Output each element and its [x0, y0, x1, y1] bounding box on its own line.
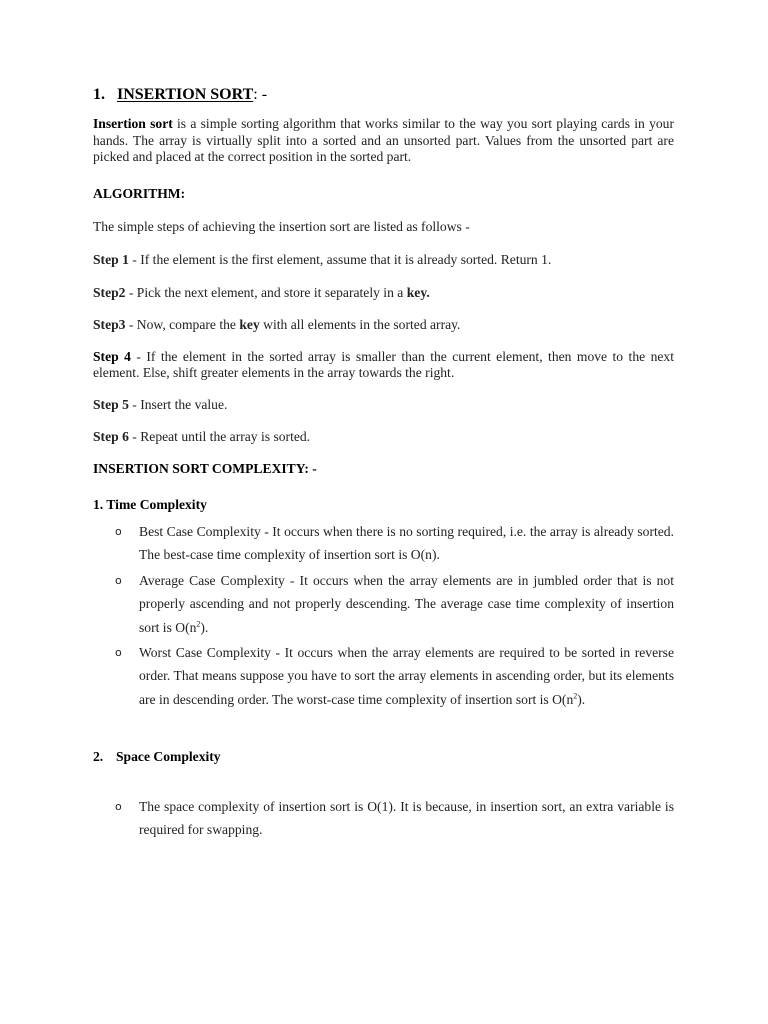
section-number: 1.: [93, 86, 105, 103]
section-title-suffix: : -: [253, 86, 268, 103]
time-complexity-heading: 1. Time Complexity: [93, 497, 207, 512]
step-text-tail: with all elements in the sorted array.: [259, 317, 461, 332]
step-label: Step 4: [93, 349, 131, 364]
worst-case-tail: ).: [577, 691, 586, 707]
step-4: [93, 349, 674, 380]
step-text: - Now, compare the: [125, 317, 240, 332]
average-case-text: [139, 569, 674, 639]
space-number: 2.: [93, 749, 104, 764]
space-complexity-text: The space complexity of insertion sort is O(1). It is because, in insertion sort, an extra variable is required for swapping.: [139, 799, 674, 838]
step-label: Step 1: [93, 252, 129, 267]
worst-case-text: [139, 641, 674, 711]
bullet-marker: o: [115, 574, 122, 587]
step-keyword: key: [239, 317, 260, 332]
exponent: 2: [573, 691, 578, 701]
step-text: - If the element is the first element, assume that it is already sorted. Return 1.: [128, 252, 552, 267]
bullet-marker: o: [115, 525, 122, 538]
step-label: Step 6: [93, 429, 129, 444]
complexity-heading: INSERTION SORT COMPLEXITY: -: [93, 461, 317, 476]
algorithm-heading: ALGORITHM:: [93, 186, 186, 201]
step-label: Step2: [93, 285, 126, 300]
algorithm-lead: The simple steps of achieving the insertion sort are listed as follows -: [93, 219, 470, 234]
space-heading-text: Space Complexity: [116, 749, 221, 764]
best-case-text: Best Case Complexity - It occurs when there is no sorting required, i.e. the array is already sorted. The best-case time complexity of insertion sort is O(n).: [139, 524, 674, 563]
step-3: [93, 316, 674, 333]
step-text: - If the element in the sorted array is smaller than the current element, then move to the next element. Else, shift greater elements in the array towards the right.: [93, 349, 674, 380]
step-5: [93, 396, 674, 413]
bullet-marker: o: [115, 800, 122, 813]
bullet-marker: o: [115, 646, 122, 659]
average-case-body: Average Case Complexity - It occurs when the array elements are in jumbled order that is not properly ascending and not properly descending. The average case time complexity of insertion sort is O(n: [139, 573, 674, 635]
step-text: - Insert the value.: [128, 397, 228, 412]
step-1: [93, 251, 674, 268]
section-title: [93, 86, 267, 104]
step-6: [93, 428, 674, 445]
step-label: Step 5: [93, 397, 129, 412]
intro-term: Insertion sort: [93, 116, 173, 131]
space-complexity-heading: [93, 749, 221, 765]
step-label: Step3: [93, 317, 126, 332]
section-title-text: INSERTION SORT: [117, 86, 254, 103]
step-text: - Repeat until the array is sorted.: [128, 429, 311, 444]
exponent: 2: [196, 619, 201, 629]
step-text: - Pick the next element, and store it separately in a: [125, 285, 407, 300]
average-case-tail: ).: [200, 619, 209, 635]
intro-paragraph: [93, 116, 674, 166]
step-keyword: key.: [406, 285, 430, 300]
step-2: [93, 284, 674, 301]
worst-case-body: Worst Case Complexity - It occurs when the array elements are required to be sorted in reverse order. That means suppose you have to sort the array elements in ascending order, but its elements are in descending order. The worst-case time complexity of insertion sort is O(n: [139, 645, 674, 707]
intro-text: is a simple sorting algorithm that works similar to the way you sort playing cards in your hands. The array is virtually split into a sorted and an unsorted part. Values from the unsorted part are picked and placed at the correct position in the sorted part.: [93, 116, 674, 164]
